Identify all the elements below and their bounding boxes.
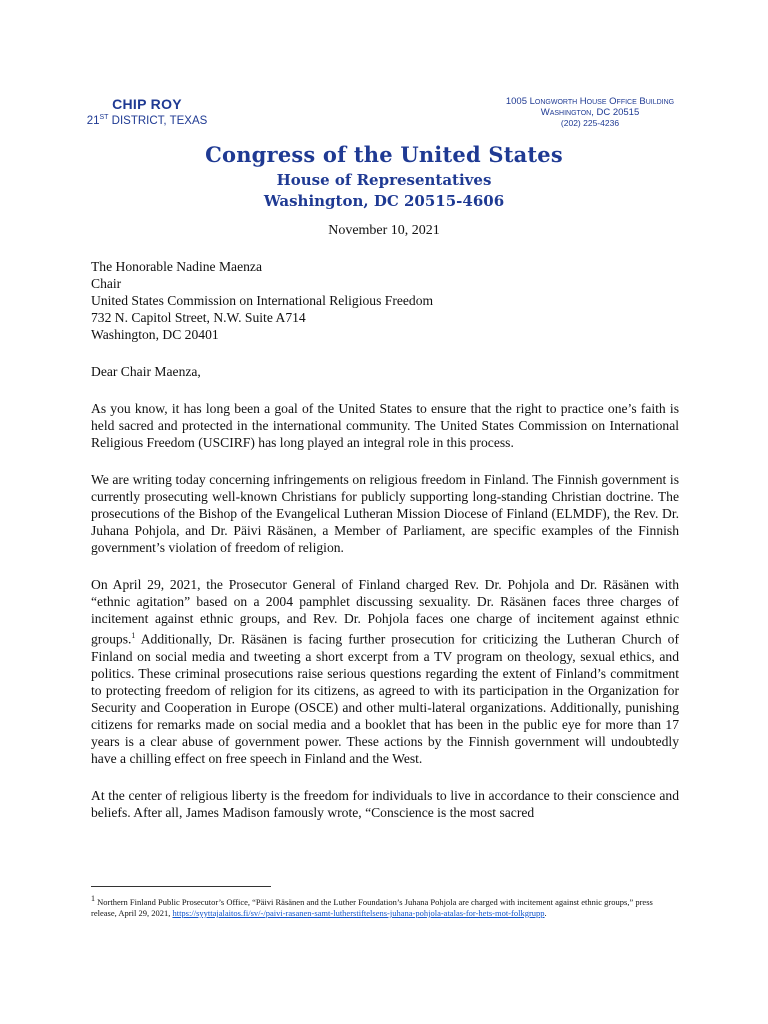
salutation: Dear Chair Maenza, (91, 364, 201, 379)
recipient-line: The Honorable Nadine Maenza (91, 259, 262, 274)
district-text: DISTRICT, TEXAS (108, 114, 208, 127)
paragraph-3-part-2: Additionally, Dr. Räsänen is facing further prosecution for criticizing the Lutheran Church of Finland on social media and tweeting a short excerpt from a TV program on theology, sexual ethics, and politics. These criminal prosecutions raise serious questions regarding the extent of Finland’s commitment to protecting freedom of religion for its citizens, as agreed to with its participation in the Organization for Security and Cooperation in Europe (OSCE) and other multi-lateral organizations. Additionally, punishing citizens for remarks made on social media and a booklet that has been in the public eye for more than 17 years is a clear abuse of government power. These actions by the Finnish government will undoubtedly have a chilling effect on free speech in Finland and the West. (91, 631, 679, 766)
footnote (91, 893, 679, 919)
footnote-number: 1 (91, 894, 95, 903)
footnote-reference[interactable]: 1 (131, 631, 136, 640)
representative-name: CHIP ROY (112, 96, 182, 112)
footnote-link[interactable]: https://syyttajalaitos.fi/sv/-/paivi-rasanen-samt-lutherstiftelsens-juhana-pohjola-atalas-for-hets-mot-folkgrupp (172, 907, 545, 918)
paragraph-2: We are writing today concerning infringements on religious freedom in Finland. The Finnish government is currently prosecuting well-known Christians for publicly supporting long-standing Christian doctrine. The prosecutions of the Bishop of the Evangelical Lutheran Mission Diocese of Finland (ELMDF), the Rev. Dr. Juhana Pohjola, and Dr. Päivi Räsänen, a Member of Parliament, are specific examples of the Finnish government’s violation of freedom of religion. (91, 472, 679, 555)
letterhead-office-address (490, 96, 690, 129)
letter-body (91, 258, 679, 821)
masthead-house: House of Representatives (276, 171, 492, 189)
letter-date: November 10, 2021 (328, 223, 440, 238)
masthead-city: Washington, DC 20515-4606 (263, 192, 505, 210)
recipient-line: United States Commission on International Religious Freedom (91, 293, 434, 308)
paragraph-3 (91, 576, 679, 767)
footnote-end: . (544, 907, 547, 918)
footnote-text: Northern Finland Public Prosecutor’s Office, “Päivi Räsänen and the Luther Foundation’s Juhana Pohjola are charged with incitement against ethnic groups,” press release, April 29, 2021, (91, 896, 653, 918)
recipient-line: Washington, DC 20401 (91, 327, 219, 342)
representative-district (82, 114, 212, 127)
office-phone: (202) 225-4236 (560, 118, 620, 128)
office-building: 1005 Longworth House Office Building (505, 96, 675, 107)
footnote-divider (91, 886, 271, 887)
masthead (0, 142, 768, 210)
recipient-line: Chair (91, 276, 122, 291)
district-ordinal: ST (99, 114, 109, 121)
letterhead-representative (82, 96, 212, 127)
office-city: Washington, DC 20515 (540, 107, 640, 118)
district-number: 21 (86, 114, 100, 127)
masthead-congress: Congress of the United States (205, 142, 563, 167)
paragraph-1: As you know, it has long been a goal of the United States to ensure that the right to practice one’s faith is held sacred and protected in the international community. The United States Commission on International Religious Freedom (USCIRF) has long played an integral role in this process. (91, 401, 679, 450)
paragraph-4: At the center of religious liberty is the freedom for individuals to live in accordance to their conscience and beliefs. After all, James Madison famously wrote, “Conscience is the most sacred (91, 787, 679, 820)
recipient-address (91, 258, 679, 343)
paragraph-3-part-1: On April 29, 2021, the Prosecutor General of Finland charged Rev. Dr. Pohjola and Dr. Räsänen with “ethnic agitation” based on a 2004 pamphlet discussing sexuality. Dr. Räsänen faces three charges of incitement against ethnic groups, and Rev. Dr. Pohjola faces one charge of incitement against ethnic groups. (91, 577, 679, 647)
recipient-line: 732 N. Capitol Street, N.W. Suite A714 (91, 310, 306, 325)
